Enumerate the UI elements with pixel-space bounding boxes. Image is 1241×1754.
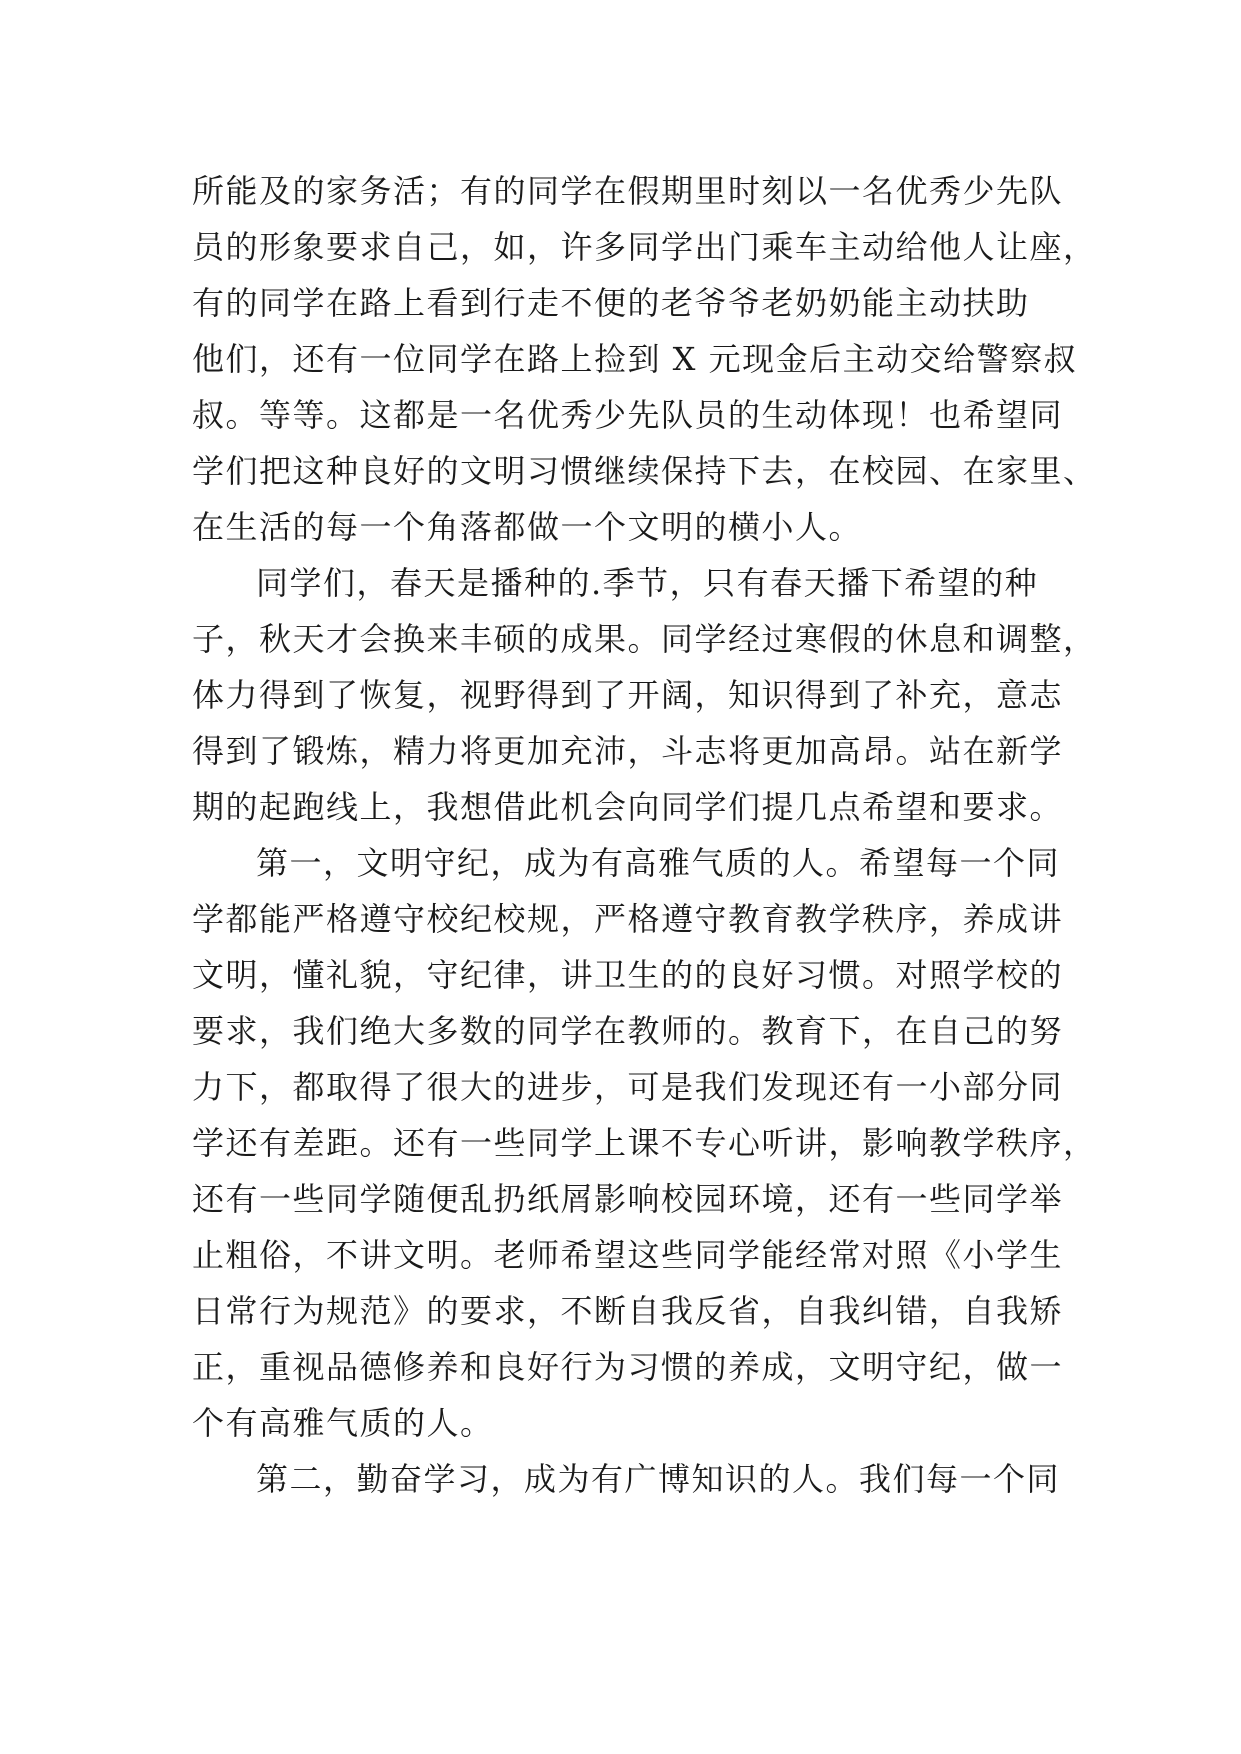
text-line: 得到了锻炼，精力将更加充沛，斗志将更加高昂。站在新学 (192, 732, 1064, 770)
text-line: 在生活的每一个角落都做一个文明的横小人。 (192, 508, 863, 546)
text-line: 力下，都取得了很大的进步，可是我们发现还有一小部分同 (192, 1068, 1064, 1106)
text-line: 文明，懂礼貌，守纪律，讲卫生的的良好习惯。对照学校的 (192, 956, 1064, 994)
text-line: 要求，我们绝大多数的同学在教师的。教育下，在自己的努 (192, 1012, 1064, 1050)
text-line: 他们，还有一位同学在路上捡到 X 元现金后主动交给警察叔 (192, 340, 1078, 378)
text-line: 有的同学在路上看到行走不便的老爷爷老奶奶能主动扶助 (192, 284, 1030, 322)
text-line: 学还有差距。还有一些同学上课不专心听讲，影响教学秩序， (192, 1124, 1097, 1162)
text-line: 所能及的家务活；有的同学在假期里时刻以一名优秀少先队 (192, 172, 1064, 210)
paragraph-first-line: 第二，勤奋学习，成为有广博知识的人。我们每一个同 (256, 1460, 1061, 1498)
document-body (192, 163, 1097, 1507)
text-line: 体力得到了恢复，视野得到了开阔，知识得到了补充，意志 (192, 676, 1064, 714)
paragraph-first-line: 同学们，春天是播种的.季节，只有春天播下希望的种 (256, 564, 1039, 602)
text-line: 止粗俗，不讲文明。老师希望这些同学能经常对照《小学生 (192, 1236, 1064, 1274)
text-line: 学都能严格遵守校纪校规，严格遵守教育教学秩序，养成讲 (192, 900, 1064, 938)
text-line: 期的起跑线上，我想借此机会向同学们提几点希望和要求。 (192, 788, 1064, 826)
text-line: 员的形象要求自己，如，许多同学出门乘车主动给他人让座， (192, 228, 1097, 266)
text-line: 日常行为规范》的要求，不断自我反省，自我纠错，自我矫 (192, 1292, 1064, 1330)
text-line: 子，秋天才会换来丰硕的成果。同学经过寒假的休息和调整， (192, 620, 1097, 658)
text-line: 正，重视品德修养和良好行为习惯的养成，文明守纪，做一 (192, 1348, 1064, 1386)
text-line: 个有高雅气质的人。 (192, 1404, 494, 1442)
text-line: 还有一些同学随便乱扔纸屑影响校园环境，还有一些同学举 (192, 1180, 1064, 1218)
text-line: 学们把这种良好的文明习惯继续保持下去，在校园、在家里、 (192, 452, 1097, 490)
paragraph-first-line: 第一，文明守纪，成为有高雅气质的人。希望每一个同 (256, 844, 1061, 882)
text-line: 叔。等等。这都是一名优秀少先队员的生动体现！也希望同 (192, 396, 1064, 434)
